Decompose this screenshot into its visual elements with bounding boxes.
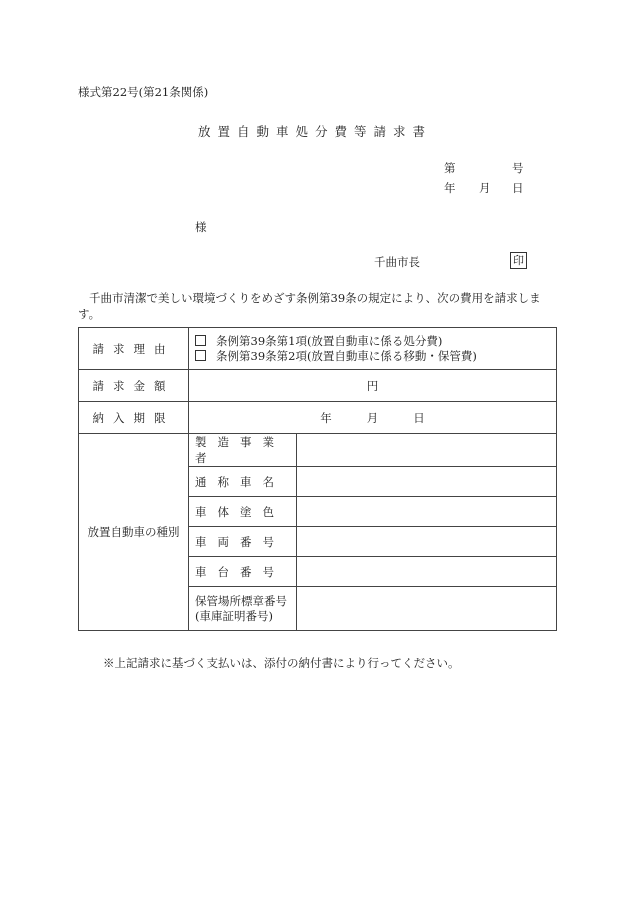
storage-label-line-1: 保管場所標章番号 [195, 593, 287, 608]
vehicle-field-label: 製造事業者 [189, 434, 297, 467]
vehicle-field-value[interactable] [297, 434, 557, 467]
deadline-year: 年 [320, 410, 332, 425]
vehicle-field-label: 車両番号 [189, 527, 297, 557]
date-month-label: 月 [479, 181, 491, 195]
intro-text: 千曲市清潔で美しい環境づくりをめざす条例第39条の規定により、次の費用を請求します。 [78, 291, 541, 321]
vehicle-field-value[interactable] [297, 557, 557, 587]
deadline-day: 日 [413, 410, 425, 425]
checkbox-icon[interactable] [195, 350, 206, 361]
storage-label-line-2: (車庫証明番号) [195, 608, 273, 623]
form-number: 様式第22号(第21条関係) [78, 85, 209, 99]
vehicle-field-value[interactable] [297, 497, 557, 527]
date-day-label: 日 [512, 181, 524, 195]
deadline-month: 月 [366, 410, 379, 425]
seal-mark: 印 [510, 252, 527, 269]
vehicle-type-label: 放置自動車の種別 [79, 434, 189, 631]
deadline-label: 納入期限 [79, 402, 189, 434]
storage-value[interactable] [297, 587, 557, 631]
doc-number-suffix: 号 [512, 161, 524, 175]
vehicle-field-label: 車台番号 [189, 557, 297, 587]
storage-label [189, 587, 297, 631]
addressee-suffix: 様 [195, 220, 207, 234]
issuer-name: 千曲市長 [374, 255, 420, 269]
amount-field[interactable] [189, 370, 557, 402]
document-title: 放置自動車処分費等請求書 [197, 124, 432, 139]
amount-label: 請求金額 [79, 370, 189, 402]
vehicle-field-value[interactable] [297, 467, 557, 497]
date-year-label: 年 [444, 181, 456, 195]
amount-unit: 円 [366, 378, 379, 393]
reason-label: 請求理由 [79, 328, 189, 370]
deadline-row [79, 402, 557, 434]
doc-number-label: 第 [444, 161, 456, 175]
vehicle-field-label: 通称車名 [189, 467, 297, 497]
payment-footnote: ※上記請求に基づく支払いは、添付の納付書により行ってください。 [103, 656, 460, 670]
amount-row [79, 370, 557, 402]
reason-options [189, 328, 557, 370]
deadline-field[interactable] [189, 402, 557, 434]
billing-form-table [78, 327, 557, 631]
reason-option-2[interactable] [195, 349, 550, 364]
checkbox-icon[interactable] [195, 335, 206, 346]
reason-row [79, 328, 557, 370]
vehicle-field-value[interactable] [297, 527, 557, 557]
reason-option-1[interactable] [195, 334, 550, 349]
vehicle-row [79, 434, 557, 467]
reason-option-1-label: 条例第39条第1項(放置自動車に係る処分費) [216, 333, 443, 348]
reason-option-2-label: 条例第39条第2項(放置自動車に係る移動・保管費) [216, 348, 477, 363]
vehicle-field-label: 車体塗色 [189, 497, 297, 527]
